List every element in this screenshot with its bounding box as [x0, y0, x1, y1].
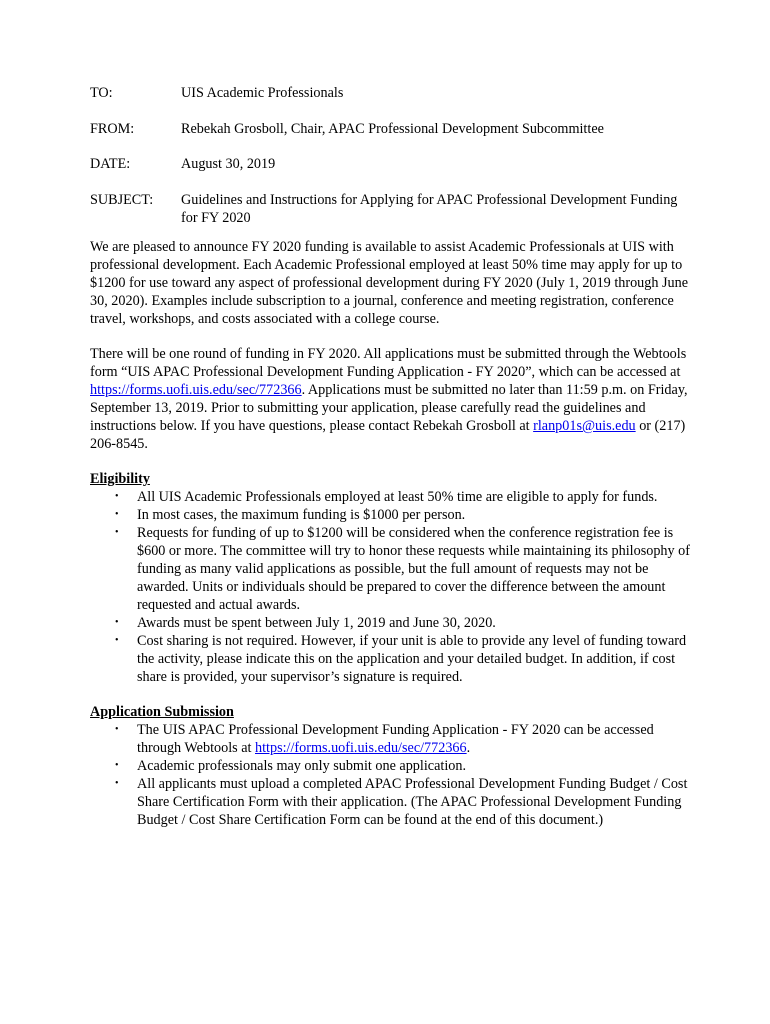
list-item-text: Requests for funding of up to $1200 will be considered when the conference registration fee is $600 or more. The committee will try to honor these requests while maintaining its philosophy of funding as many valid applications as possible, but the full amount of requests may not be awarded. Units or individuals should be prepared to cover the difference between the amount requested and actual awards. — [137, 525, 690, 613]
bullet-icon: • — [115, 778, 119, 789]
application-submission-heading: Application Submission — [90, 704, 234, 720]
memo-to-row — [90, 84, 690, 102]
list-item — [90, 614, 690, 632]
submission-list — [90, 721, 690, 829]
memo-subject-row — [90, 191, 690, 227]
intro-paragraph-2 — [90, 345, 690, 453]
list-item — [90, 757, 690, 775]
memo-date-value: August 30, 2019 — [181, 156, 276, 172]
bullet-icon: • — [115, 509, 119, 520]
bullet-icon: • — [115, 635, 119, 646]
list-item-text: Cost sharing is not required. However, if your unit is able to provide any level of funding toward the activity, please indicate this on the application and your detailed budget. In addition, if cost share is provided, your supervisor’s signature is required. — [137, 633, 687, 685]
webtools-form-link[interactable]: https://forms.uofi.uis.edu/sec/772366 — [255, 740, 467, 756]
intro-paragraph-2-text-b: . Applications must be submitted no later than 11:59 p.m. on Friday, September 13, 2019. Prior to submitting your application, please carefully read the guidelines and instructions below. If you have questions, please contact Rebekah Grosboll at — [90, 382, 688, 434]
memo-date-row — [90, 155, 690, 173]
list-item — [90, 775, 690, 829]
list-item-text: In most cases, the maximum funding is $1000 per person. — [137, 507, 466, 523]
intro-paragraph-2-text-a: There will be one round of funding in FY 2020. All applications must be submitted through the Webtools form “UIS APAC Professional Development Funding Application - FY 2020”, which can be accessed at — [90, 346, 687, 380]
memo-to-value: UIS Academic Professionals — [181, 85, 344, 101]
list-item — [90, 632, 690, 686]
memo-subject-value: Guidelines and Instructions for Applying for APAC Professional Development Funding for FY 2020 — [181, 192, 678, 226]
memo-document — [90, 84, 690, 829]
memo-date-label: DATE: — [90, 156, 131, 172]
eligibility-heading: Eligibility — [90, 471, 150, 487]
list-item — [90, 488, 690, 506]
intro-paragraph-2-text-c: or (217) 206-8545. — [90, 418, 686, 452]
list-item-text: All UIS Academic Professionals employed at least 50% time are eligible to apply for funds. — [137, 489, 658, 505]
bullet-icon: • — [115, 617, 119, 628]
list-item — [90, 524, 690, 614]
application-submission-section — [90, 703, 690, 829]
eligibility-section — [90, 470, 690, 686]
application-form-link[interactable]: https://forms.uofi.uis.edu/sec/772366 — [90, 382, 302, 398]
memo-from-label: FROM: — [90, 121, 135, 137]
list-item — [90, 506, 690, 524]
list-item-text-end: . — [466, 740, 471, 756]
intro-paragraph-1: We are pleased to announce FY 2020 funding is available to assist Academic Professionals at UIS with professional development. Each Academic Professional employed at least 50% time may apply for up to $1200 for use toward any aspect of professional development during FY 2020 (July 1, 2019 through June 30, 2020). Examples include subscription to a journal, conference and meeting registration, conference travel, workshops, and costs associated with a college course. — [90, 239, 689, 327]
memo-subject-label: SUBJECT: — [90, 192, 154, 208]
contact-email-link[interactable]: rlanp01s@uis.edu — [533, 418, 636, 434]
list-item-text: The UIS APAC Professional Development Funding Application - FY 2020 can be accessed through Webtools at — [137, 722, 654, 756]
eligibility-list — [90, 488, 690, 686]
list-item-text: Academic professionals may only submit one application. — [137, 758, 466, 774]
memo-from-row — [90, 120, 690, 138]
bullet-icon: • — [115, 760, 119, 771]
memo-to-label: TO: — [90, 85, 113, 101]
list-item-text: Awards must be spent between July 1, 2019 and June 30, 2020. — [137, 615, 496, 631]
bullet-icon: • — [115, 724, 119, 735]
list-item — [90, 721, 690, 757]
bullet-icon: • — [115, 527, 119, 538]
bullet-icon: • — [115, 491, 119, 502]
memo-from-value: Rebekah Grosboll, Chair, APAC Professional Development Subcommittee — [181, 121, 604, 137]
list-item-text: All applicants must upload a completed APAC Professional Development Funding Budget / Cost Share Certification Form with their application. (The APAC Professional Development Funding Budget / Cost Share Certification Form can be found at the end of this document.) — [137, 776, 688, 828]
